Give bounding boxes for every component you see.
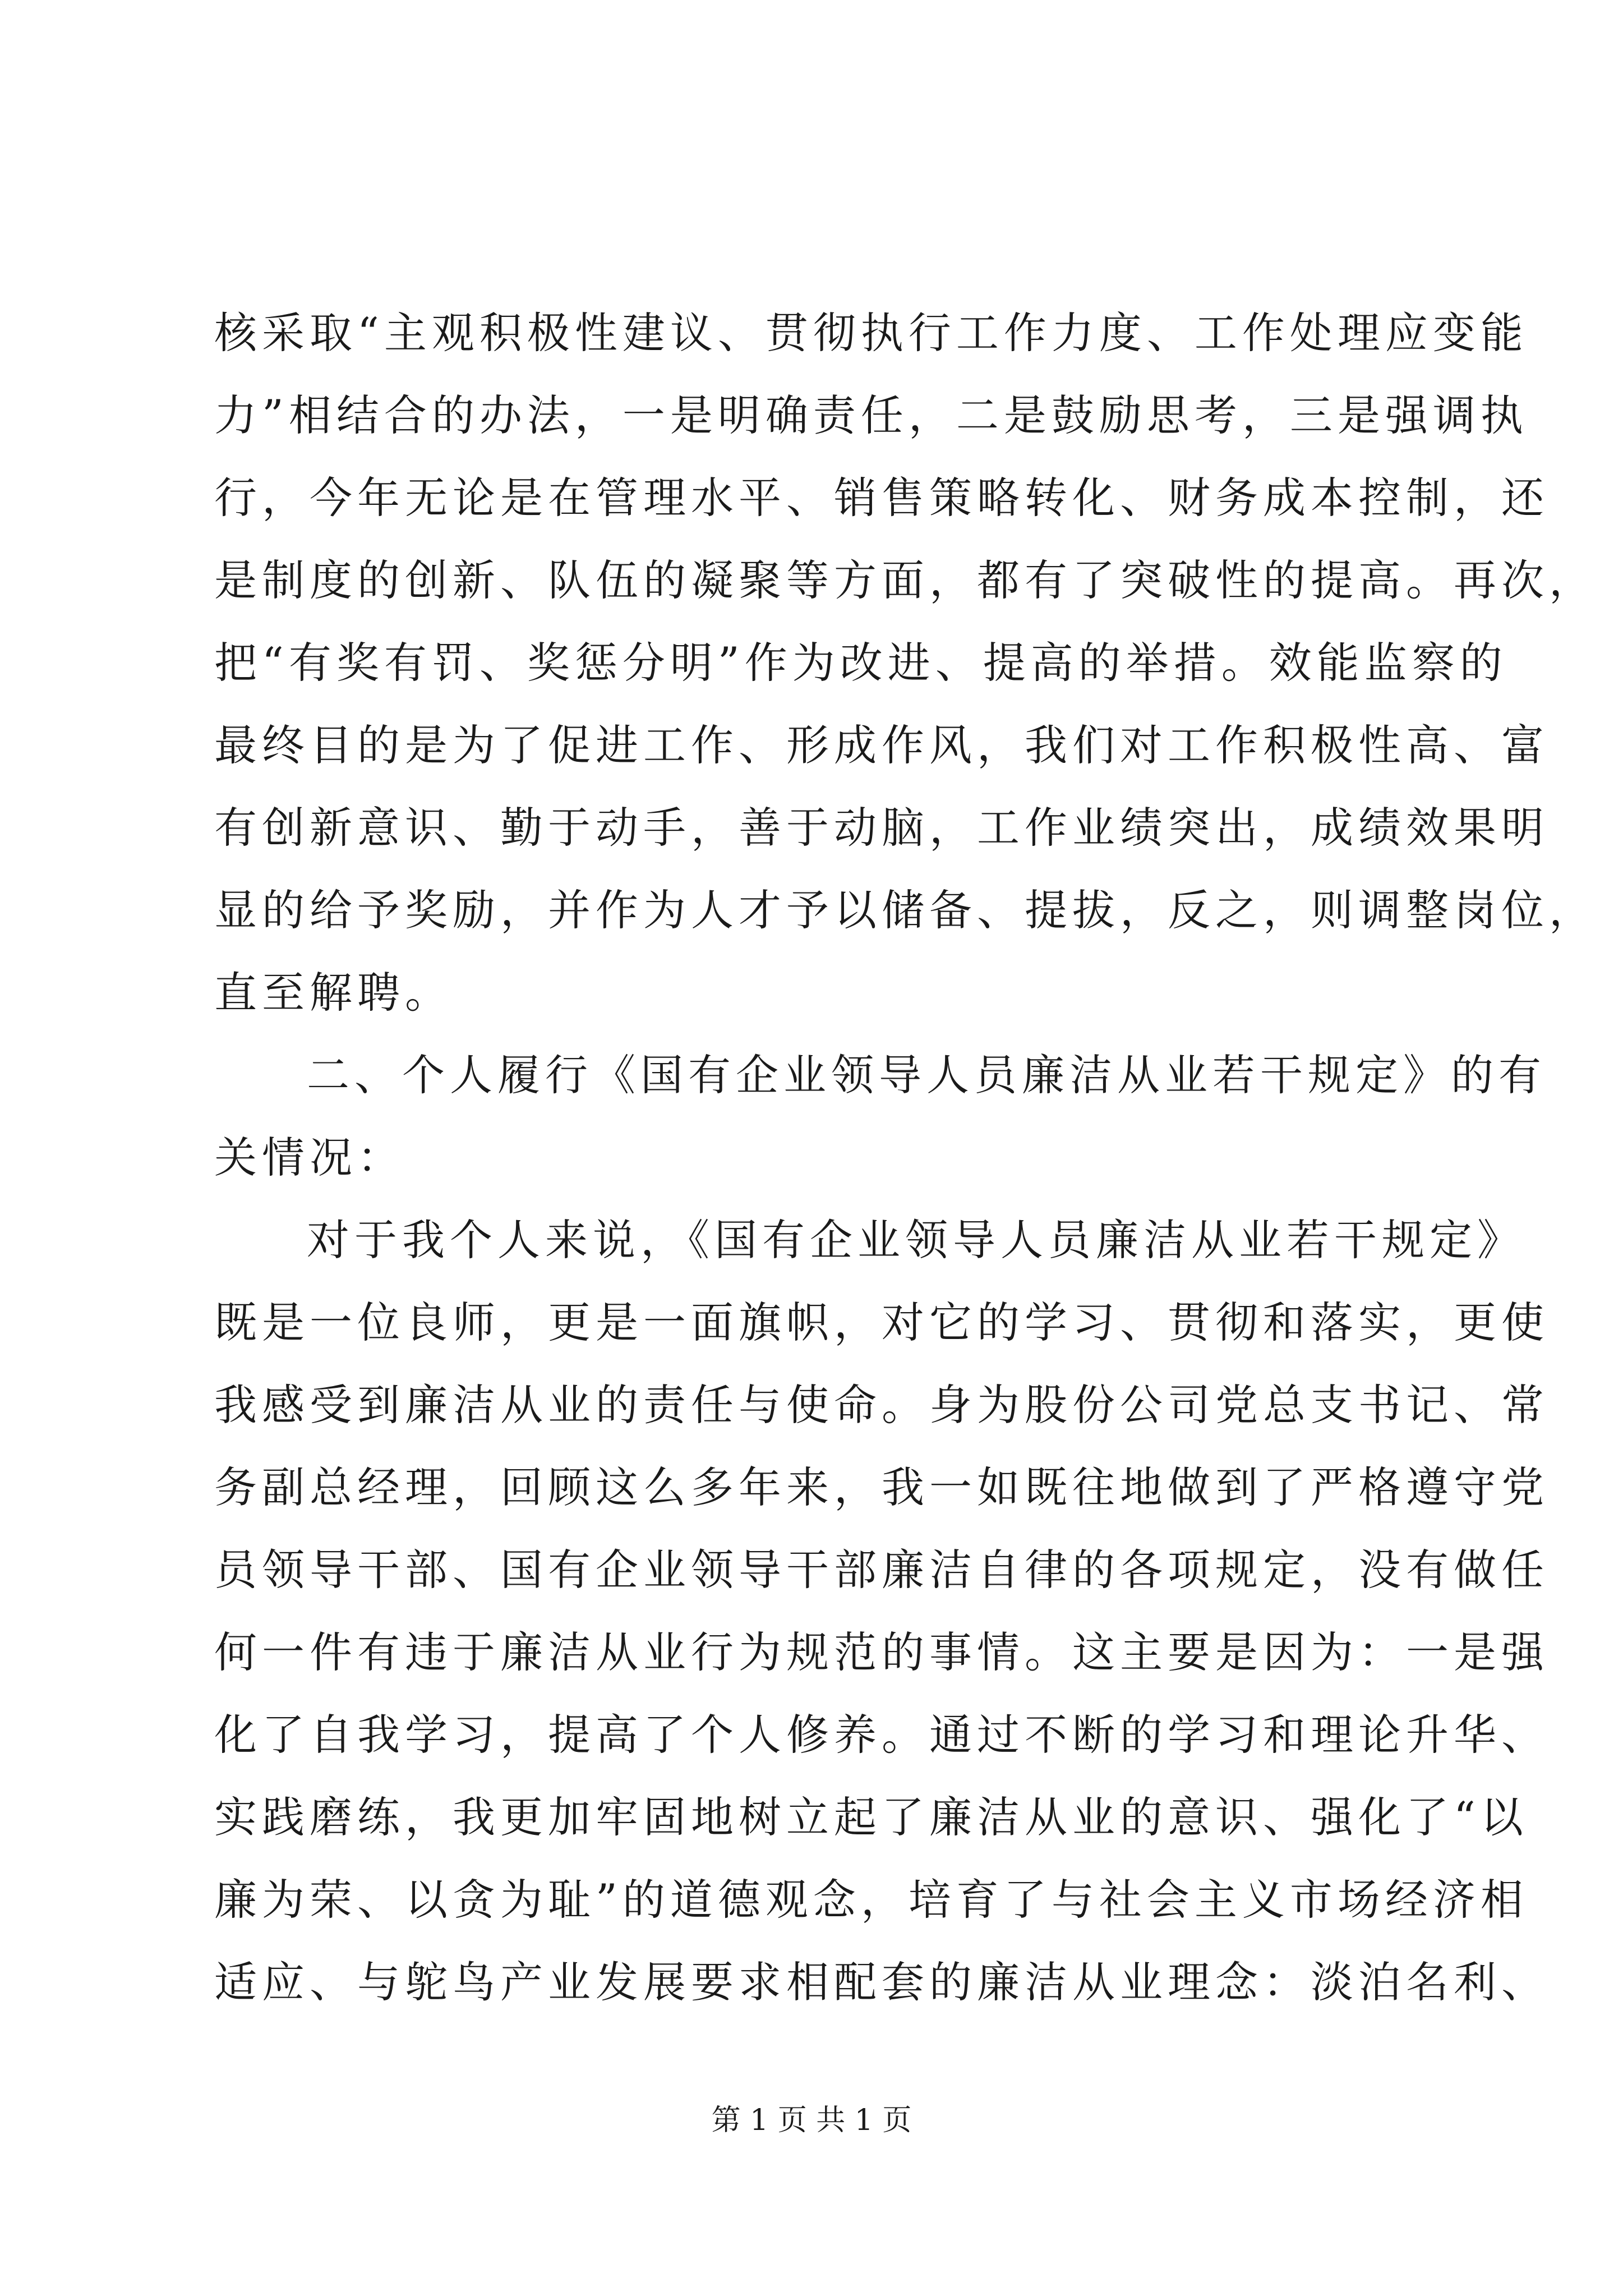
text-line-4: 是制度的创新、队伍的凝聚等方面，都有了突破性的提高。再次， xyxy=(214,555,1597,605)
text-line-18: 化了自我学习，提高了个人修养。通过不断的学习和理论升华、 xyxy=(214,1710,1549,1760)
text-line-12: 对于我个人来说，《国有企业领导人员廉洁从业若干规定》 xyxy=(307,1215,1525,1265)
text-line-6: 最终目的是为了促进工作、形成作风，我们对工作积极性高、富 xyxy=(214,720,1549,770)
text-line-7: 有创新意识、勤于动手，善于动脑，工作业绩突出，成绩效果明 xyxy=(214,803,1549,853)
text-line-16: 员领导干部、国有企业领导干部廉洁自律的各项规定，没有做任 xyxy=(214,1545,1549,1595)
text-line-17: 何一件有违于廉洁从业行为规范的事情。这主要是因为：一是强 xyxy=(214,1627,1549,1677)
document-body xyxy=(214,292,1597,2023)
text-line-5: 把“有奖有罚、奖惩分明”作为改进、提高的举措。效能监察的 xyxy=(214,638,1507,688)
page-footer: 第 1 页 共 1 页 xyxy=(711,2104,912,2137)
text-line-13: 既是一位良师，更是一面旗帜，对它的学习、贯彻和落实，更使 xyxy=(214,1297,1549,1347)
text-line-8: 显的给予奖励，并作为人才予以储备、提拔，反之，则调整岗位， xyxy=(214,885,1597,935)
text-line-1: 核采取“主观积极性建议、贯彻执行工作力度、工作处理应变能 xyxy=(214,308,1528,358)
text-line-3: 行，今年无论是在管理水平、销售策略转化、财务成本控制，还 xyxy=(214,473,1549,523)
text-line-20: 廉为荣、以贪为耻”的道德观念，培育了与社会主义市场经济相 xyxy=(214,1875,1528,1925)
text-line-9: 直至解聘。 xyxy=(214,968,453,1018)
text-line-19: 实践磨练，我更加牢固地树立起了廉洁从业的意识、强化了“以 xyxy=(214,1792,1528,1842)
section-heading-line-1: 二、个人履行《国有企业领导人员廉洁从业若干规定》的有 xyxy=(307,1050,1546,1100)
section-heading-line-2: 关情况： xyxy=(214,1133,405,1182)
text-line-2: 力”相结合的办法，一是明确责任，二是鼓励思考，三是强调执 xyxy=(214,390,1528,440)
text-line-15: 务副总经理，回顾这么多年来，我一如既往地做到了严格遵守党 xyxy=(214,1462,1549,1512)
text-line-21: 适应、与鸵鸟产业发展要求相配套的廉洁从业理念：淡泊名利、 xyxy=(214,1957,1549,2007)
text-line-14: 我感受到廉洁从业的责任与使命。身为股份公司党总支书记、常 xyxy=(214,1380,1549,1430)
